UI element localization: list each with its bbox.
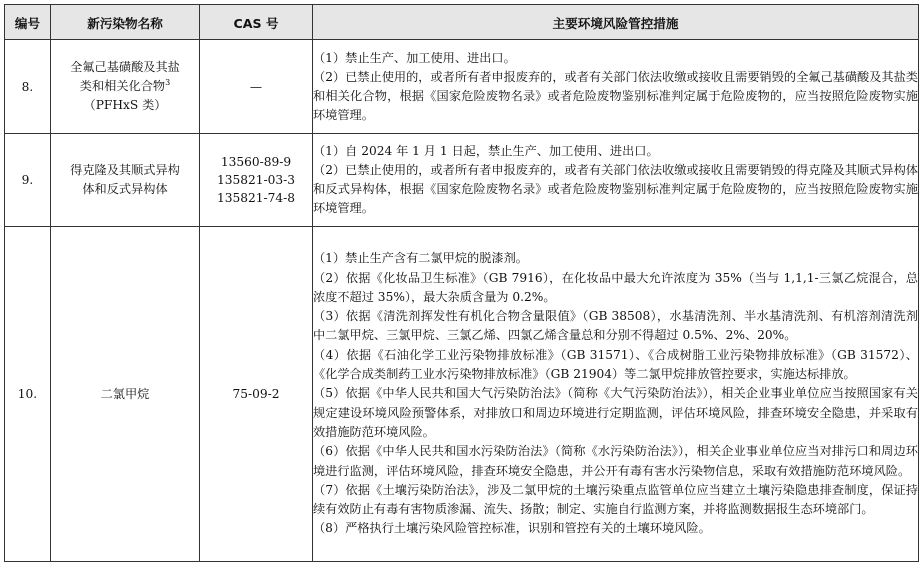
cas-number (200, 134, 313, 227)
measure-item: （1）禁止生产、加工使用、进出口。 (313, 50, 516, 65)
header-cas: CAS 号 (200, 5, 313, 40)
cas-line: 135821-03-3 (216, 173, 296, 187)
measure-item: （1）自 2024 年 1 月 1 日起，禁止生产、加工使用、进出口。 (313, 144, 659, 158)
header-no: 编号 (5, 5, 51, 40)
measure-item: （8）严格执行土壤污染风险管控标准，识别和管控有关的土壤环境风险。 (313, 521, 711, 536)
measures-cell (313, 134, 919, 227)
measure-item: （4）依据《石油化学工业污染物排放标准》（GB 31571）、《合成树脂工业污染物排放标准》（GB 31572）、《化学合成类制药工业水污染物排放标准》（GB 21904）等二氯甲烷排放管控要求，实施达标排放。 (313, 347, 918, 382)
pollutant-name: 二氯甲烷 (51, 227, 200, 562)
table-header-row (5, 5, 919, 40)
row-number: 8. (5, 40, 51, 134)
pollutant-name (51, 134, 200, 227)
cas-line: 13560-89-9 (220, 155, 292, 169)
table-row (5, 227, 919, 562)
measure-item: （2）已禁止使用的，或者所有者申报废弃的，或者有关部门依法收缴或接收且需要销毁的全氟己基磺酸及其盐类和相关化合物，根据《国家危险废物名录》或者危险废物鉴别标准判定属于危险废物的，应当按照危险废物实施环境管理。 (313, 69, 918, 122)
row-number: 9. (5, 134, 51, 227)
header-name: 新污染物名称 (51, 5, 200, 40)
pollutant-table (4, 4, 919, 562)
cas-line: 135821-74-8 (216, 191, 296, 205)
cas-number: — (200, 40, 313, 134)
header-measures: 主要环境风险管控措施 (313, 5, 919, 40)
row-number: 10. (5, 227, 51, 562)
measure-item: （3）依据《清洗剂挥发性有机化合物含量限值》（GB 38508），水基清洗剂、半水基清洗剂、有机溶剂清洗剂中二氯甲烷、三氯甲烷、三氯乙烯、四氯乙烯含量总和分别不得超过 0.5%、2%、20%。 (313, 309, 918, 343)
table-row (5, 40, 919, 134)
cas-number: 75-09-2 (200, 227, 313, 562)
measure-item: （5）依据《中华人民共和国大气污染防治法》（简称《大气污染防治法》），相关企业事业单位应当按照国家有关规定建设环境风险预警体系，对排放口和周边环境进行定期监测，评估环境风险，排查环境安全隐患，并采取有效措施防范环境风险。 (313, 386, 918, 439)
measures-cell (313, 40, 919, 134)
measure-item: （2）已禁止使用的，或者所有者申报废弃的，或者有关部门依法收缴或接收且需要销毁的得克隆及其顺式异构体和反式异构体，根据《国家危险废物名录》或者危险废物鉴别标准判定属于危险废物的，应当按照危险废物实施环境管理。 (313, 163, 918, 215)
measures-cell (313, 227, 919, 562)
measure-item: （1）禁止生产含有二氯甲烷的脱漆剂。 (313, 251, 528, 266)
name-line: 体和反式异构体 (82, 182, 168, 196)
name-line: 类和相关化合物$^3$ (79, 77, 171, 93)
name-line: 全氟己基磺酸及其盐 (70, 60, 180, 74)
name-line: （PFHxS 类） (83, 98, 167, 112)
name-line: 得克隆及其顺式异构 (70, 163, 180, 177)
pollutant-name (51, 40, 200, 134)
measure-item: （7）依据《土壤污染防治法》，涉及二氯甲烷的土壤污染重点监管单位应当建立土壤污染隐患排查制度，保证持续有效防止有毒有害物质渗漏、流失、扬散；制定、实施自行监测方案，并将监测数据报生态环境部门。 (313, 482, 918, 517)
measure-item: （6）依据《中华人民共和国水污染防治法》（简称《水污染防治法》），相关企业事业单位应当对排污口和周边环境进行监测，评估环境风险，排查环境安全隐患，并公开有毒有害水污染物信息，采取有效措施防范环境风险。 (313, 444, 918, 478)
measure-item: （2）依据《化妆品卫生标准》（GB 7916），在化妆品中最大允许浓度为 35%（当与 1,1,1-三氯乙烷混合，总浓度不超过 35%），最大杂质含量为 0.2%。 (313, 270, 918, 304)
table-row (5, 134, 919, 227)
footnote-marker: 3 (165, 77, 171, 87)
